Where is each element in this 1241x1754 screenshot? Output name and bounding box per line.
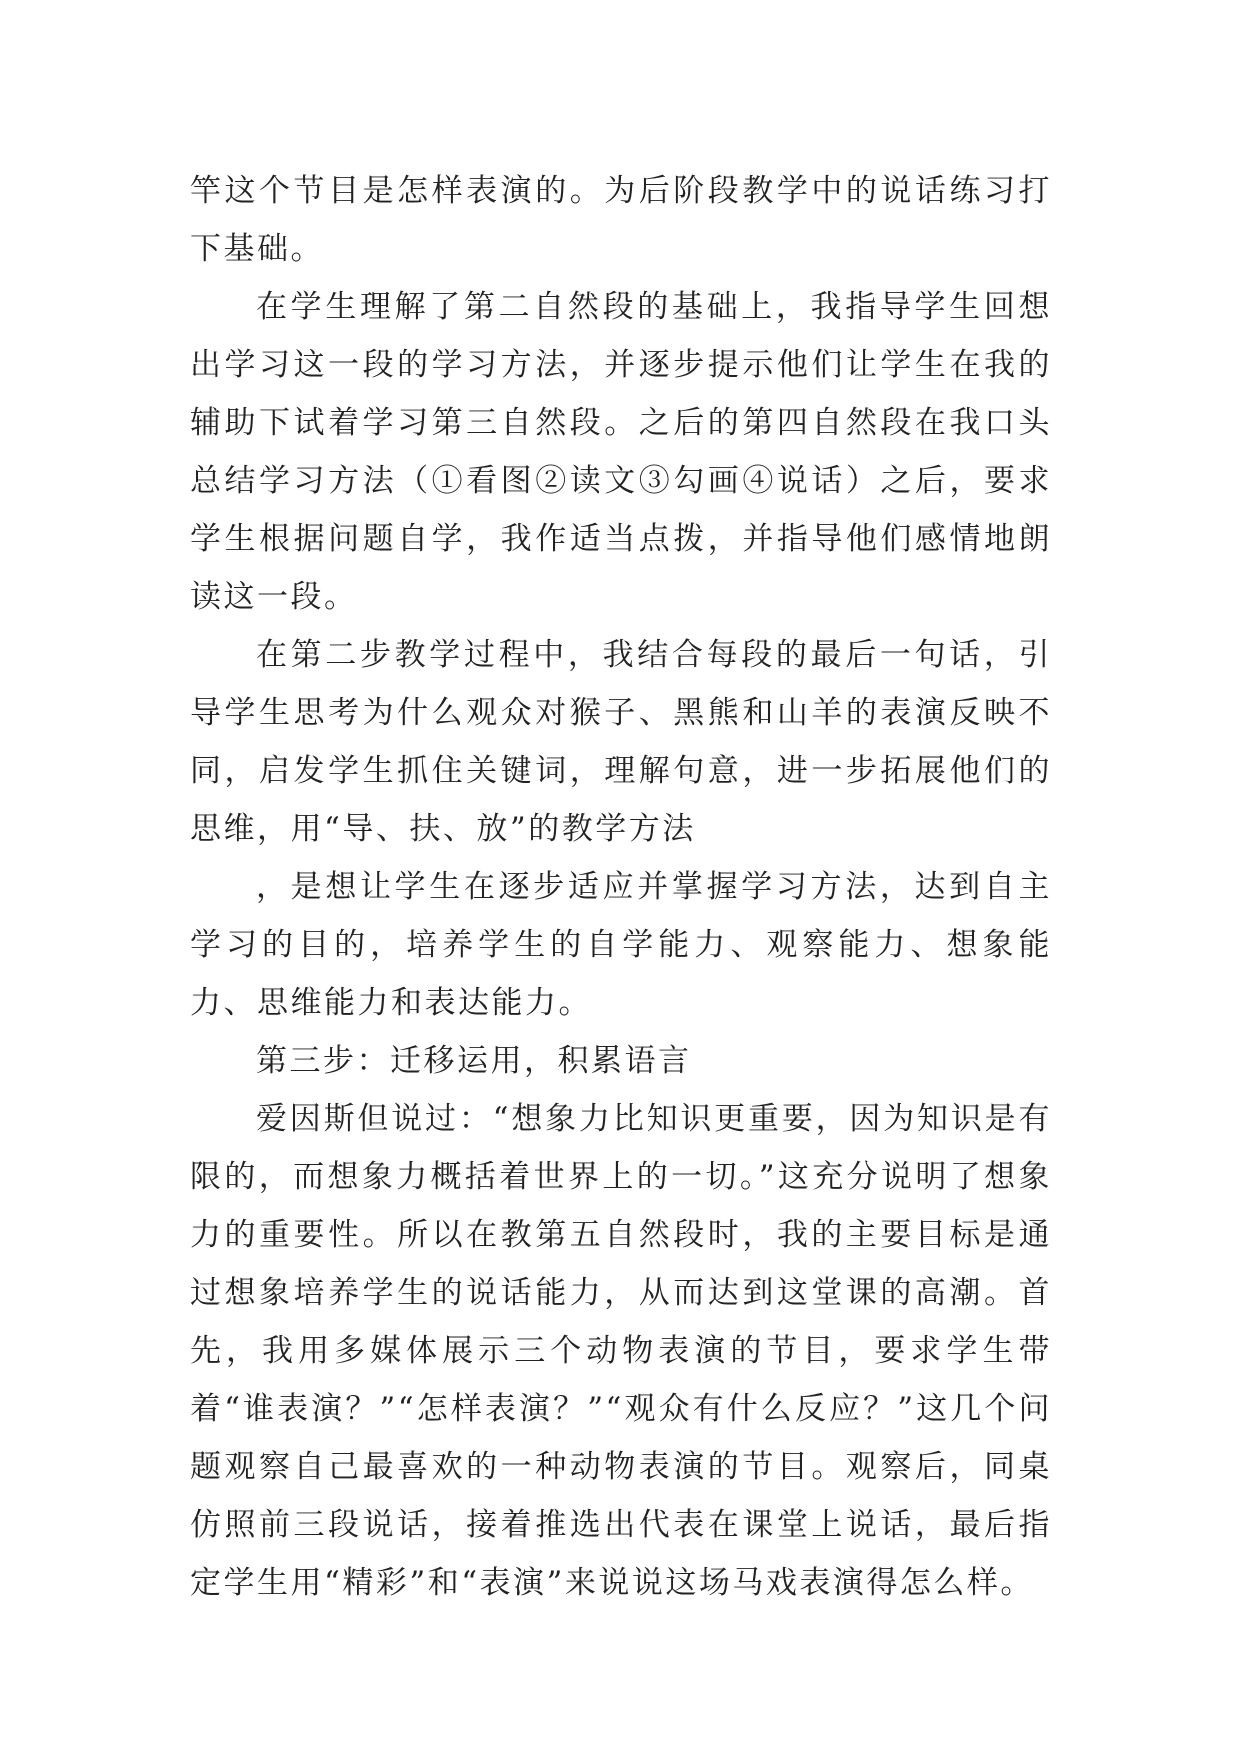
paragraph-6: 爱因斯但说过：“想象力比知识更重要，因为知识是有限的，而想象力概括着世界上的一切。”这充分说明了想象力的重要性。所以在教第五自然段时，我的主要目标是通过想象培养学生的说话能力，从而达到这堂课的高潮。首先，我用多媒体展示三个动物表演的节目，要求学生带着“谁表演？”“怎样表演？”“观众有什么反应？”这几个问题观察自己最喜欢的一种动物表演的节目。观察后，同桌仿照前三段说话，接着推选出代表在课堂上说话，最后指定学生用“精彩”和“表演”来说说这场马戏表演得怎么样。 bbox=[190, 1101, 1052, 1601]
document-body bbox=[190, 162, 1052, 1612]
section-heading-step-three: 第三步：迁移运用，积累语言 bbox=[256, 1043, 692, 1079]
paragraph-2: 在学生理解了第二自然段的基础上，我指导学生回想出学习这一段的学习方法，并逐步提示他们让学生在我的辅助下试着学习第三自然段。之后的第四自然段在我口头总结学习方法（①看图②读文③勾画④说话）之后，要求学生根据问题自学，我作适当点拨，并指导他们感情地朗读这一段。 bbox=[190, 289, 1052, 615]
paragraph-3: 在第二步教学过程中，我结合每段的最后一句话，引导学生思考为什么观众对猴子、黑熊和山羊的表演反映不同，启发学生抓住关键词，理解句意，进一步拓展他们的思维，用“导、扶、放”的教学方法 bbox=[190, 637, 1052, 847]
paragraph-4: ，是想让学生在逐步适应并掌握学习方法，达到自主学习的目的，培养学生的自学能力、观察能力、想象能力、思维能力和表达能力。 bbox=[190, 869, 1052, 1021]
paragraph-1: 竿这个节目是怎样表演的。为后阶段教学中的说话练习打下基础。 bbox=[190, 173, 1052, 267]
